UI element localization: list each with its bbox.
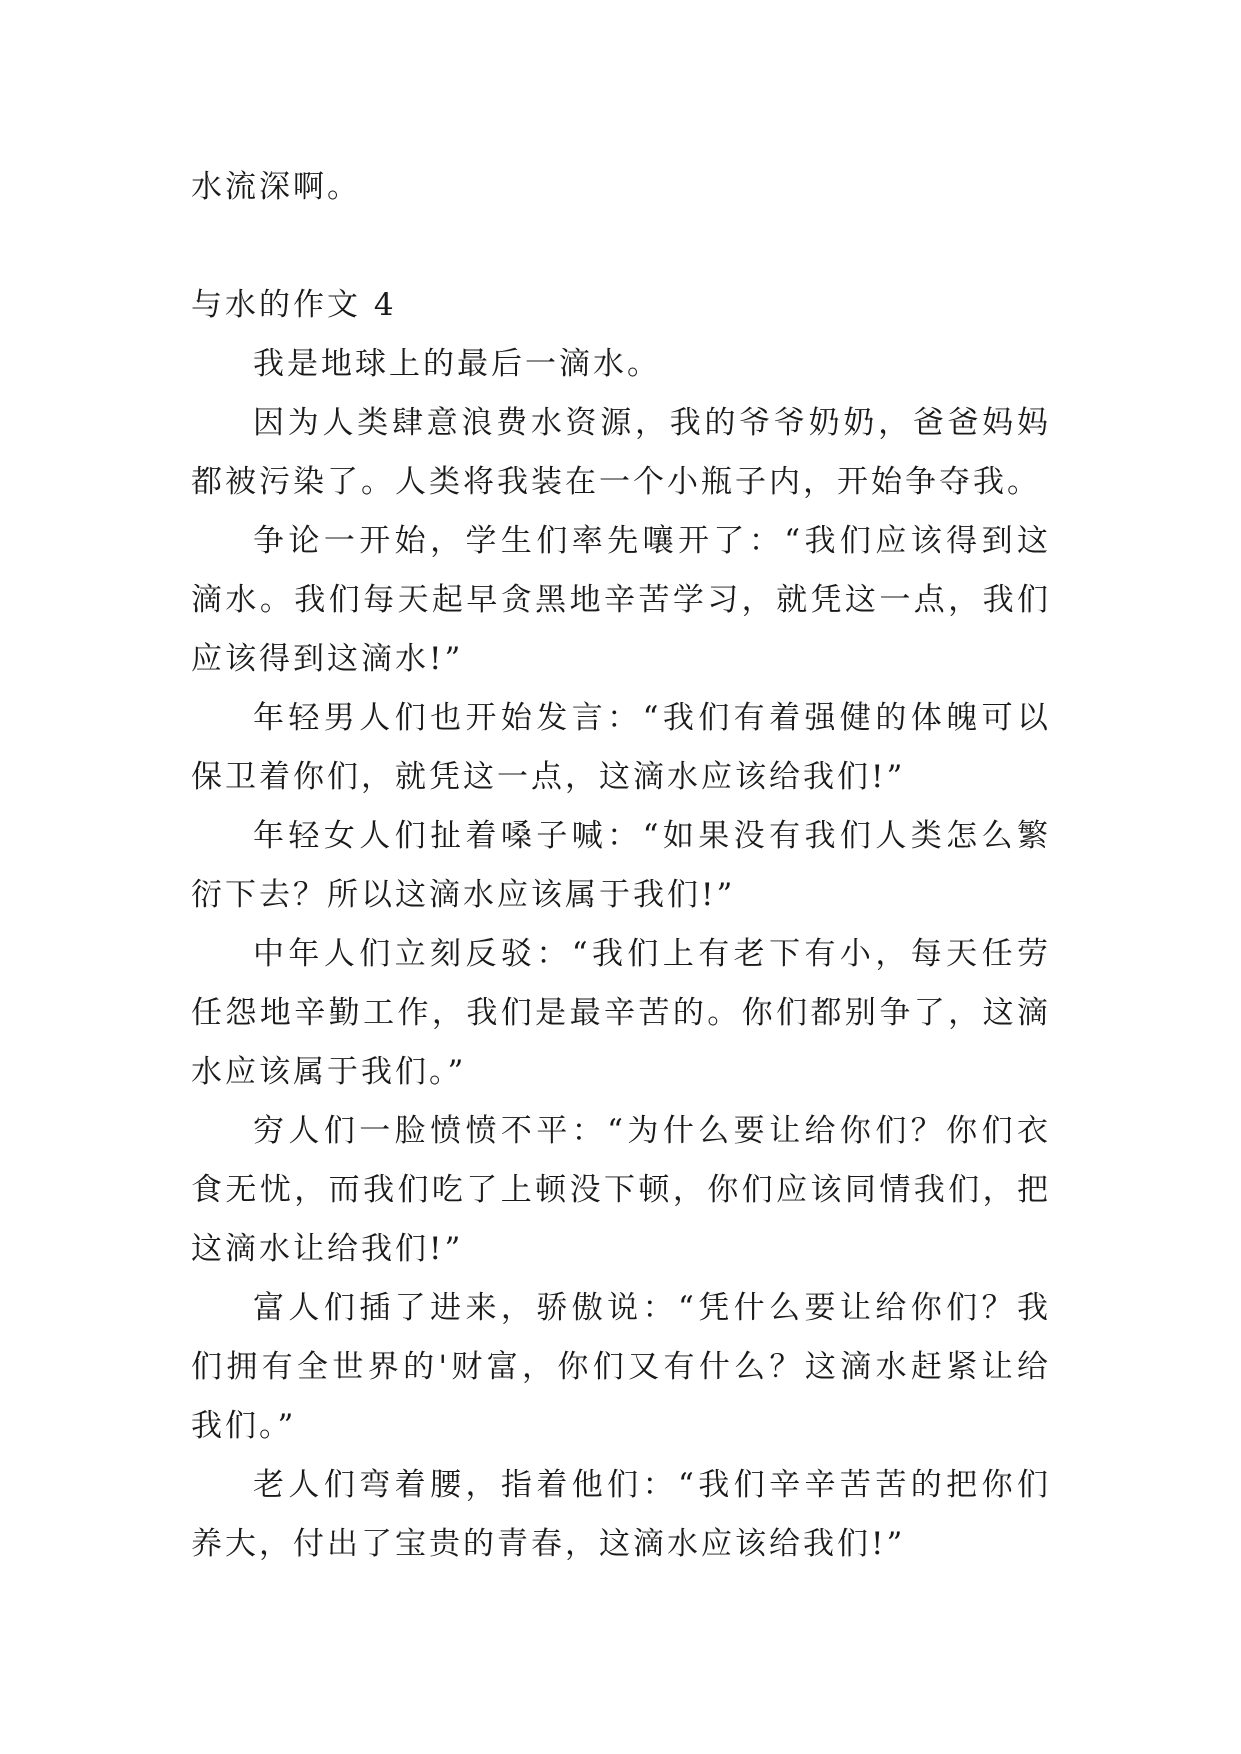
document-body <box>191 158 1051 1574</box>
paragraph-5: 年轻女人们扯着嗓子喊：“如果没有我们人类怎么繁衍下去？所以这滴水应该属于我们!” <box>191 818 1051 913</box>
paragraph-8: 富人们插了进来，骄傲说：“凭什么要让给你们？我们拥有全世界的'财富，你们又有什么？这滴水赶紧让给我们。” <box>191 1290 1051 1444</box>
paragraph-2: 因为人类肆意浪费水资源，我的爷爷奶奶，爸爸妈妈都被污染了。人类将我装在一个小瓶子内，开始争夺我。 <box>191 405 1051 500</box>
paragraph-4: 年轻男人们也开始发言：“我们有着强健的体魄可以保卫着你们，就凭这一点，这滴水应该给我们!” <box>191 700 1051 795</box>
paragraph-6: 中年人们立刻反驳：“我们上有老下有小，每天任劳任怨地辛勤工作，我们是最辛苦的。你们都别争了，这滴水应该属于我们。” <box>191 936 1051 1090</box>
paragraph-7: 穷人们一脸愤愤不平：“为什么要让给你们？你们衣食无忧，而我们吃了上顿没下顿，你们应该同情我们，把这滴水让给我们!” <box>191 1113 1051 1267</box>
lead-line: 水流深啊。 <box>191 169 361 205</box>
paragraph-1: 我是地球上的最后一滴水。 <box>253 346 661 382</box>
paragraph-3: 争论一开始，学生们率先嚷开了：“我们应该得到这滴水。我们每天起早贪黑地辛苦学习，就凭这一点，我们应该得到这滴水!” <box>191 523 1051 677</box>
paragraph-9: 老人们弯着腰，指着他们：“我们辛辛苦苦的把你们养大，付出了宝贵的青春，这滴水应该给我们!” <box>191 1467 1051 1562</box>
section-gap <box>191 217 1051 276</box>
section-title: 与水的作文 4 <box>191 287 397 323</box>
